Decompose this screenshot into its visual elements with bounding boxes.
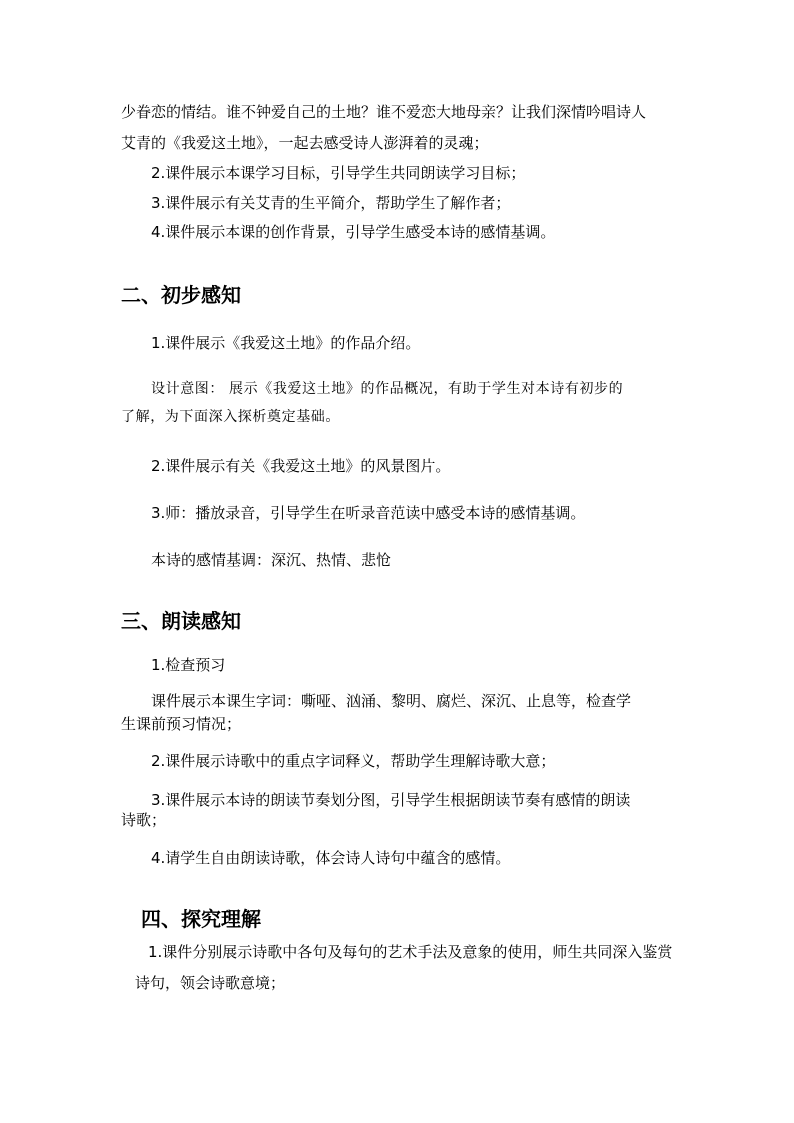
intro-line-2: 艾青的《我爱这土地》，一起去感受诗人澎湃着的灵魂； xyxy=(121,134,489,152)
section-2-item-1: 1.课件展示《我爱这土地》的作品介绍。 xyxy=(151,334,421,352)
section-3-item-4: 4.请学生自由朗读诗歌，体会诗人诗句中蕴含的感情。 xyxy=(151,849,511,867)
intro-item-3: 3.课件展示有关艾青的生平简介，帮助学生了解作者； xyxy=(151,194,511,212)
section-3-item-1: 1.检查预习 xyxy=(151,656,226,674)
design-intent-line-2: 了解，为下面深入探析奠定基础。 xyxy=(121,409,340,425)
emotional-tone: 本诗的感情基调：深沉、热情、悲怆 xyxy=(151,551,392,569)
section-3-heading: 三、朗读感知 xyxy=(121,609,241,633)
section-2-heading: 二、初步感知 xyxy=(121,283,241,307)
intro-item-2: 2.课件展示本课学习目标，引导学生共同朗读学习目标； xyxy=(151,164,526,182)
section-3-item-2: 2.课件展示诗歌中的重点字词释义，帮助学生理解诗歌大意； xyxy=(151,752,556,770)
vocab-line-1: 课件展示本课生字词：嘶哑、汹涌、黎明、腐烂、深沉、止息等，检查学 xyxy=(151,692,632,710)
section-4-heading: 四、探究理解 xyxy=(141,907,261,931)
section-3-item-3-line-1: 3.课件展示本诗的朗读节奏划分图，引导学生根据朗读节奏有感情的朗读 xyxy=(151,791,631,809)
section-4-item-1-line-2: 诗句，领会诗歌意境； xyxy=(135,974,286,992)
intro-line-1: 少眷恋的情结。谁不钟爱自己的土地？谁不爱恋大地母亲？让我们深情吟唱诗人 xyxy=(121,103,647,121)
section-2-item-3: 3.师：播放录音，引导学生在听录音范读中感受本诗的感情基调。 xyxy=(151,504,586,522)
intro-item-4: 4.课件展示本课的创作背景，引导学生感受本诗的感情基调。 xyxy=(151,223,556,241)
section-3-item-3-line-2: 诗歌； xyxy=(121,811,167,829)
design-intent-line-1: 设计意图： 展示《我爱这土地》的作品概况，有助于学生对本诗有初步的 xyxy=(151,381,624,397)
section-2-item-2: 2.课件展示有关《我爱这土地》的风景图片。 xyxy=(151,457,451,475)
section-4-item-1-line-1: 1.课件分别展示诗歌中各句及每句的艺术手法及意象的使用，师生共同深入鉴赏 xyxy=(148,943,673,961)
vocab-line-2: 生课前预习情况； xyxy=(121,715,242,733)
